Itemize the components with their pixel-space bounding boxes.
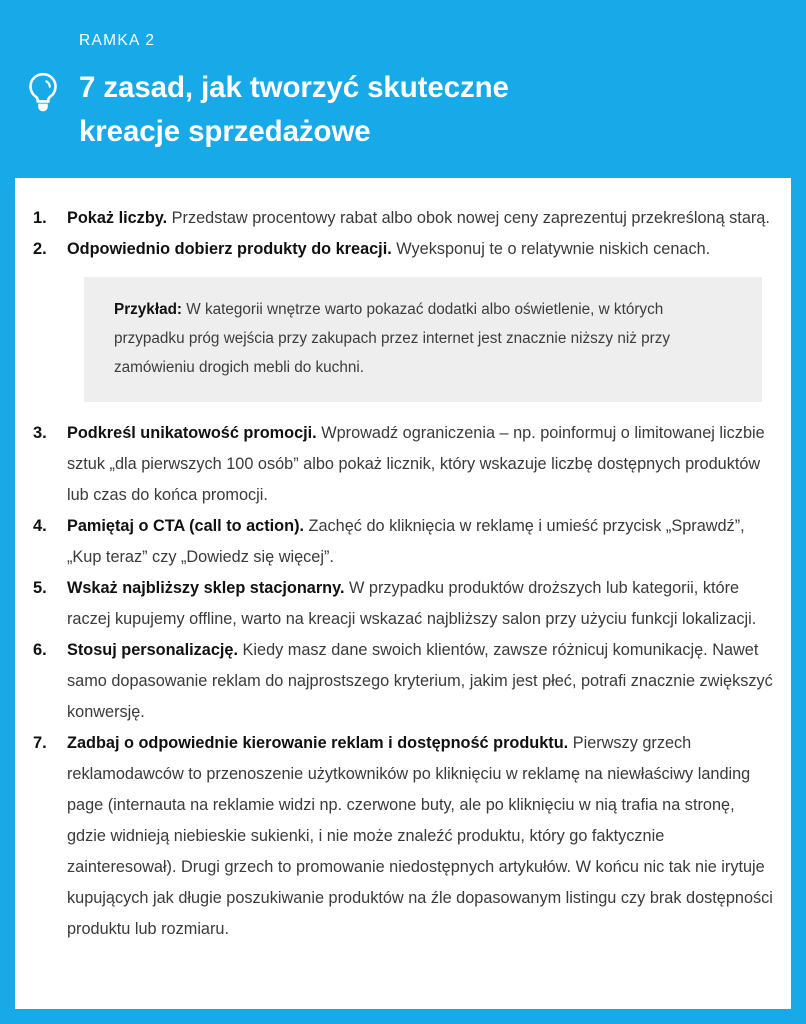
list-item-text: W przypadku produktów droższych lub kategorii, które raczej kupujemy offline, warto na kreacji wskazać najbliższy salon przy użyciu funkcji lokalizacji. [67, 579, 757, 628]
list-item [32, 728, 775, 945]
list-item-number: 4. [33, 517, 47, 535]
list-item-body [67, 511, 775, 573]
list-item-number: 7. [33, 734, 47, 752]
lightbulb-icon [26, 71, 60, 115]
list-item-text: Kiedy masz dane swoich klientów, zawsze różnicuj komunikację. Nawet samo dopasowanie reklam do najprostszego kryterium, jakim jest płeć, potrafi znacznie zwiększyć konwersję. [67, 641, 773, 721]
list-item [32, 635, 775, 728]
example-callout-box [84, 277, 762, 402]
list-item-text: Wyeksponuj te o relatywnie niskich cenach. [391, 240, 711, 258]
page-title-line-2: kreacje sprzedażowe [79, 115, 371, 148]
list-item [32, 418, 775, 511]
list-item-number: 6. [33, 641, 47, 659]
list-item-number: 1. [33, 209, 47, 227]
list-item-lead: Odpowiednio dobierz produkty do kreacji. [67, 240, 392, 258]
list-item [32, 203, 775, 234]
list-item-text: Zachęć do kliknięcia w reklamę i umieść przycisk „Sprawdź”, „Kup teraz” czy „Dowiedz się więcej”. [67, 517, 745, 566]
eyebrow-label: RAMKA 2 [79, 32, 156, 49]
page-title-line-1: 7 zasad, jak tworzyć skuteczne [79, 71, 509, 104]
list-item-lead: Wskaż najbliższy sklep stacjonarny. [67, 579, 345, 597]
page-title [79, 66, 509, 154]
list-item-text: Pierwszy grzech reklamodawców to przenoszenie użytkowników po kliknięciu w reklamę na niewłaściwy landing page (internauta na reklamie widzi np. czerwone buty, ale po kliknięciu w nią trafia na stronę, gdzie widnieją niebieskie sukienki, i nie może znaleźć produktu, który go faktycznie zainteresował). Drugi grzech to promowanie niedostępnych artykułów. W końcu nic tak nie irytuje kupujących jak długie poszukiwanie produktów na źle dopasowanym listingu czy brak dostępności produktu lub rozmiaru. [67, 734, 773, 938]
example-callout-lead: Przykład: [114, 301, 183, 318]
list-item-lead: Pokaż liczby. [67, 209, 168, 227]
list-item [32, 573, 775, 635]
list-item-text: Wprowadź ograniczenia – np. poinformuj o limitowanej liczbie sztuk „dla pierwszych 100 osób” albo pokaż licznik, który wskazuje liczbę dostępnych produktów lub czas do końca promocji. [67, 424, 765, 504]
list-item-lead: Zadbaj o odpowiednie kierowanie reklam i dostępność produktu. [67, 734, 569, 752]
list-item-body [67, 418, 775, 511]
list-item-number: 5. [33, 579, 47, 597]
example-callout-text: W kategorii wnętrze warto pokazać dodatki albo oświetlenie, w których przypadku próg wejścia przy zakupach przez internet jest znacznie niższy niż przy zamówieniu drogich mebli do kuchni. [114, 301, 671, 376]
example-callout-body [114, 295, 736, 382]
list-item-text: Przedstaw procentowy rabat albo obok nowej ceny zaprezentuj przekreśloną starą. [167, 209, 770, 227]
list-item-lead: Podkreśl unikatowość promocji. [67, 424, 317, 442]
list-item-body [67, 635, 775, 728]
list-item-body [67, 203, 775, 234]
content-panel [15, 178, 791, 1009]
list-item [32, 234, 775, 265]
header [0, 0, 806, 178]
rules-list [15, 178, 791, 955]
list-item-number: 2. [33, 240, 47, 258]
list-item-lead: Stosuj personalizację. [67, 641, 239, 659]
list-item-body [67, 728, 775, 945]
list-item-body [67, 573, 775, 635]
list-item-lead: Pamiętaj o CTA (call to action). [67, 517, 305, 535]
list-item-number: 3. [33, 424, 47, 442]
title-row [26, 66, 786, 154]
list-item [32, 511, 775, 573]
list-item-body [67, 234, 775, 265]
